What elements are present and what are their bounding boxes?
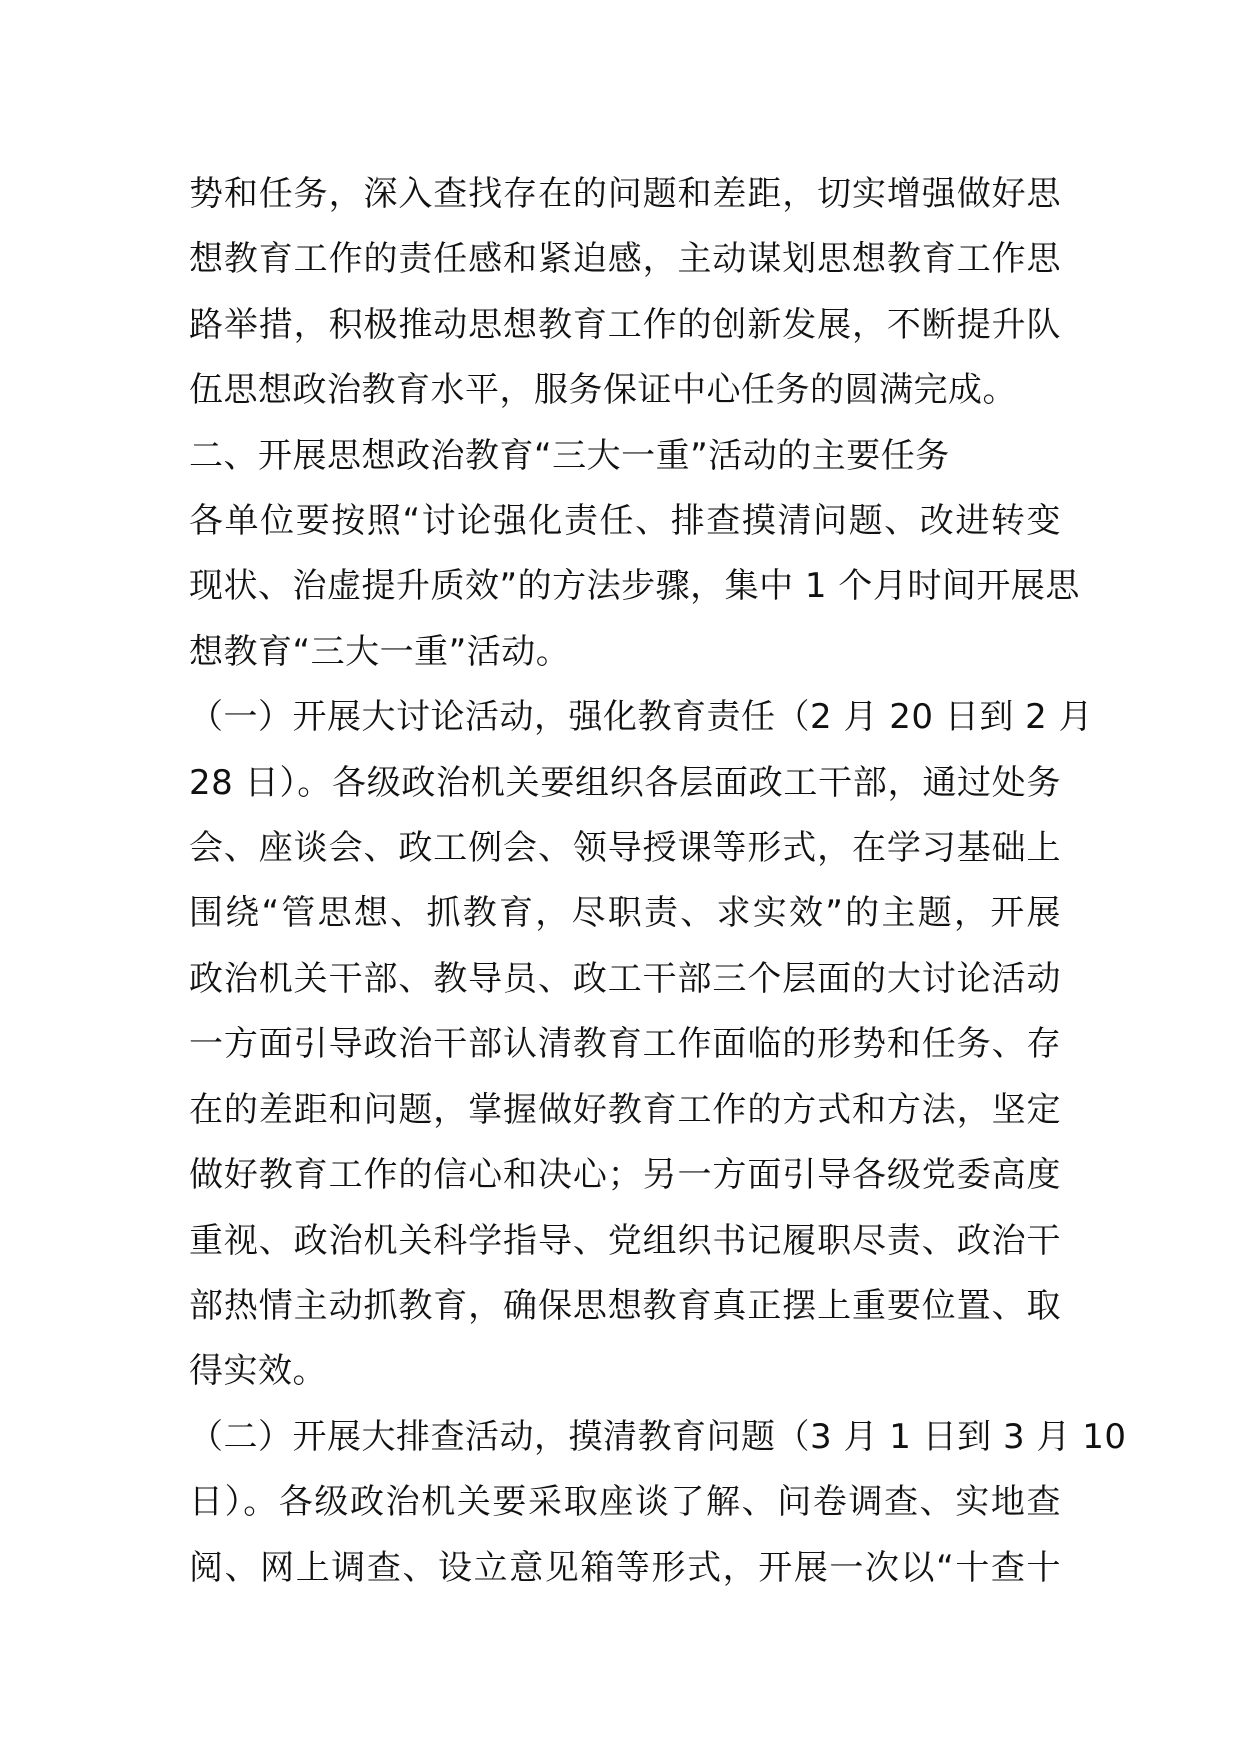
text-line: 围绕“管思想、抓教育，尽职责、求实效”的主题，开展 <box>189 893 1061 934</box>
paragraph <box>189 685 1094 1404</box>
section-heading-text: 二、开展思想政治教育“三大一重”活动的主要任务 <box>189 435 950 476</box>
document-page <box>189 162 1127 1601</box>
text-line: 现状、治虚提升质效”的方法步骤，集中 1 个月时间开展思 <box>189 566 1080 607</box>
text-line: 重视、政治机关科学指导、党组织书记履职尽责、政治干 <box>189 1220 1061 1261</box>
text-line: （二）开展大排查活动，摸清教育问题（3 月 1 日到 3 月 10 <box>189 1416 1127 1457</box>
text-line: 路举措，积极推动思想教育工作的创新发展，不断提升队 <box>189 304 1061 345</box>
text-line: 想教育“三大一重”活动。 <box>189 631 571 672</box>
text-line: 得实效。 <box>189 1351 327 1392</box>
text-line: （一）开展大讨论活动，强化教育责任（2 月 20 日到 2 月 <box>189 697 1094 738</box>
text-line: 政治机关干部、教导员、政工干部三个层面的大讨论活动 <box>189 958 1061 999</box>
text-line: 各单位要按照“讨论强化责任、排查摸清问题、改进转变 <box>189 501 1061 542</box>
text-line: 部热情主动抓教育，确保思想教育真正摆上重要位置、取 <box>189 1285 1061 1326</box>
text-line: 阅、网上调查、设立意见箱等形式，开展一次以“十查十 <box>189 1547 1061 1588</box>
text-line: 势和任务，深入查找存在的问题和差距，切实增强做好思 <box>189 174 1061 214</box>
text-line: 一方面引导政治干部认清教育工作面临的形势和任务、存 <box>189 1024 1061 1065</box>
section-heading <box>189 424 1061 489</box>
text-line: 会、座谈会、政工例会、领导授课等形式，在学习基础上 <box>189 828 1061 869</box>
paragraph <box>189 1405 1127 1601</box>
text-line: 日）。各级政治机关要采取座谈了解、问卷调查、实地查 <box>189 1482 1061 1523</box>
text-line: 做好教育工作的信心和决心；另一方面引导各级党委高度 <box>189 1155 1061 1196</box>
text-line: 伍思想政治教育水平，服务保证中心任务的圆满完成。 <box>189 370 1017 411</box>
paragraph <box>189 162 1061 424</box>
text-line: 28 日）。各级政治机关要组织各层面政工干部，通过处务 <box>189 762 1061 803</box>
text-line: 想教育工作的责任感和紧迫感，主动谋划思想教育工作思 <box>189 239 1061 280</box>
paragraph <box>189 489 1080 685</box>
text-line: 在的差距和问题，掌握做好教育工作的方式和方法，坚定 <box>189 1089 1061 1130</box>
